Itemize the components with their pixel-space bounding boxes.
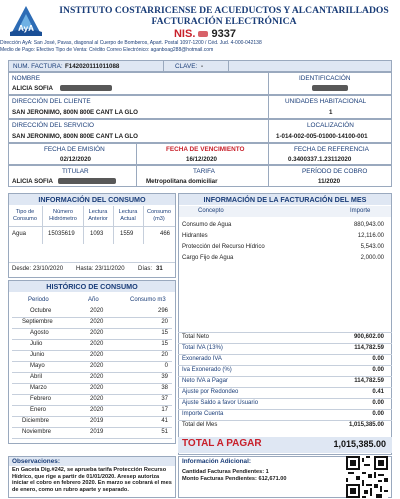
history-consumption: 38 — [161, 385, 168, 391]
nis-redacted — [198, 31, 208, 37]
totals-row — [180, 355, 388, 365]
billing-col-concept: Concepto — [198, 208, 224, 214]
concept-row — [180, 232, 388, 242]
service-address-label: DIRECCIÓN DEL SERVICIO — [12, 122, 95, 129]
history-period: Octubre — [30, 308, 52, 314]
client-address-label: DIRECCIÓN DEL CLIENTE — [12, 98, 91, 105]
history-year: 2020 — [90, 396, 104, 402]
billing-period-label: PERÍODO DE COBRO — [302, 168, 368, 175]
service-address-value: SAN JERONIMO, 800N 800E CANT LA GLO — [12, 133, 138, 140]
totals-amount: 0.00 — [372, 367, 384, 373]
to-label: Hasta: — [76, 266, 94, 272]
concept-row — [180, 243, 388, 253]
history-year: 2020 — [90, 319, 104, 325]
history-period: Diciembre — [22, 418, 50, 424]
pending-invoices-amount: Monto Facturas Pendientes: 612,671.00 — [182, 476, 287, 482]
concept-row — [180, 254, 388, 264]
concept-amount: 880,943.00 — [353, 222, 384, 228]
holder-label: TITULAR — [62, 168, 89, 175]
history-row — [12, 373, 170, 383]
reference-date-label: FECHA DE REFERENCIA — [294, 146, 369, 153]
consumption-title: INFORMACIÓN DEL CONSUMO — [9, 194, 175, 205]
totals-amount: 114,782.59 — [354, 345, 384, 351]
client-address-value: SAN JERONIMO, 800N 800E CANT LA GLO — [12, 109, 138, 116]
history-consumption: 20 — [161, 319, 168, 325]
invoice-number-label: NUM. FACTURA: — [13, 63, 63, 70]
history-row — [12, 318, 170, 328]
to-value: 23/11/2020 — [95, 266, 125, 272]
days-label: Días: — [138, 266, 153, 272]
totals-row — [180, 410, 388, 420]
nis-value: 9337 — [211, 28, 236, 40]
totals-amount: 0.00 — [372, 411, 384, 417]
observations-text: En Gaceta Dig.#242, se aprueba tarifa Protección Recurso Hídrico, que rige a partir de 01/01/2020. Aresep autoriza iniciar el cobro en febrero 2020. En marzo se cobrará el mes de enero, como un rubro aparte y separado. — [12, 467, 172, 493]
concept-name: Cargo Fijo de Agua — [182, 255, 234, 261]
totals-label: Total IVA (13%) — [182, 345, 223, 351]
history-consumption: 15 — [161, 330, 168, 336]
meter-number-value: 15035619 — [48, 231, 75, 237]
history-col-period: Periodo — [28, 297, 49, 303]
current-reading-value: 1559 — [120, 231, 134, 237]
concept-name: Protección del Recurso Hídrico — [182, 244, 265, 250]
history-consumption: 296 — [157, 308, 168, 314]
previous-reading-value: 1093 — [90, 231, 104, 237]
totals-row — [180, 388, 388, 398]
totals-row — [180, 421, 388, 431]
total-to-pay-row — [178, 437, 392, 453]
history-period: Noviembre — [22, 429, 52, 435]
history-period: Junio — [30, 352, 45, 358]
billing-period-value: 11/2020 — [318, 178, 341, 185]
totals-amount: 0.41 — [372, 389, 384, 395]
totals-label: Neto IVA a Pagar — [182, 378, 228, 384]
days-value: 31 — [156, 266, 163, 272]
due-date-label: FECHA DE VENCIMIENTO — [166, 146, 245, 153]
aya-address: Dirección AyA: San José, Pavas, diagonal al Cuerpo de Bomberos, Apart. Postal 1097-1200 / Céd. Jud. 4-000-042138 — [0, 40, 262, 46]
issue-date-label: FECHA DE EMISIÓN — [44, 146, 105, 153]
totals-row — [180, 399, 388, 409]
history-period: Julio — [30, 341, 43, 347]
history-year: 2019 — [90, 418, 104, 424]
due-date-value: 16/12/2020 — [186, 156, 217, 163]
totals-amount: 0.00 — [372, 400, 384, 406]
history-year: 2020 — [90, 308, 104, 314]
location-label: LOCALIZACIÓN — [307, 122, 354, 129]
history-col-year: Año — [88, 297, 99, 303]
nis-label: NIS. — [173, 28, 196, 40]
totals-amount: 1,015,385.00 — [348, 422, 384, 428]
history-year: 2020 — [90, 341, 104, 347]
name-label: NOMBRE — [12, 75, 41, 82]
concept-row — [180, 221, 388, 231]
aya-logo — [6, 4, 46, 40]
history-consumption: 17 — [161, 407, 168, 413]
additional-info-title: Información Adicional: — [182, 458, 251, 465]
totals-row — [180, 366, 388, 376]
totals-label: Iva Exonerado (%) — [182, 367, 232, 373]
units-label: UNIDADES HABITACIONAL — [285, 98, 367, 105]
history-title: HISTÓRICO DE CONSUMO — [9, 281, 175, 292]
billing-title: INFORMACIÓN DE LA FACTURACIÓN DEL MES — [179, 194, 391, 205]
nis-number — [140, 28, 270, 40]
totals-label: Exonerado IVA — [182, 356, 222, 362]
key-value: - — [201, 63, 204, 70]
col-meter-number: Número Hidrómetro — [49, 209, 77, 222]
history-period: Marzo — [30, 385, 47, 391]
totals-label: Importe Cuenta — [182, 411, 224, 417]
units-value: 1 — [329, 109, 333, 116]
history-year: 2020 — [90, 407, 104, 413]
history-consumption: 0 — [164, 363, 168, 369]
history-row — [12, 351, 170, 361]
history-year: 2020 — [90, 363, 104, 369]
history-consumption: 39 — [161, 374, 168, 380]
history-row-divider — [12, 438, 172, 439]
history-row — [12, 340, 170, 350]
history-consumption: 51 — [161, 429, 168, 435]
id-redacted — [312, 85, 348, 91]
id-label: IDENTIFICACIÓN — [299, 75, 351, 82]
history-year: 2020 — [90, 330, 104, 336]
history-row — [12, 384, 170, 394]
history-consumption: 37 — [161, 396, 168, 402]
from-label: Desde: — [12, 266, 32, 272]
institution-name: INSTITUTO COSTARRICENSE DE ACUEDUCTOS Y ALCANTARILLADOS — [59, 5, 389, 16]
pending-invoices-count: Cantidad Facturas Pendientes: 1 — [182, 469, 269, 475]
history-consumption: 41 — [161, 418, 168, 424]
invoice-number-row — [8, 60, 392, 72]
history-period: Abril — [30, 374, 43, 380]
rate-value: Metropolitana domiciliar — [146, 178, 218, 185]
invoice-number-value: F142020111011088 — [65, 63, 120, 70]
col-consumption-m3: Consumo (m3) — [147, 209, 171, 222]
history-period: Enero — [30, 407, 47, 413]
totals-label: Ajuste por Redondeo — [182, 389, 239, 395]
history-row — [12, 417, 170, 427]
consumption-type-value: Agua — [12, 231, 27, 237]
observations-title: Observaciones: — [12, 458, 60, 465]
concept-amount: 2,000.00 — [360, 255, 384, 261]
history-period: Septiembre — [22, 319, 53, 325]
totals-amount: 900,602.00 — [353, 334, 384, 340]
payment-info-line: Medio de Pago: Efectivo Tipo de Venta: Crédito Correo Electrónico: aganboag288@hotmail.com — [0, 47, 214, 53]
concept-name: Consumo de Agua — [182, 222, 232, 228]
history-consumption: 15 — [161, 341, 168, 347]
concept-name: Hidrantes — [182, 233, 208, 239]
history-row — [12, 307, 170, 317]
totals-label: Total del Mes — [182, 422, 218, 428]
logo-text: AyA — [18, 24, 34, 33]
holder-value: ALICIA SOFIA — [12, 178, 54, 185]
history-row — [12, 428, 170, 438]
history-col-consumption: Consumo m3 — [130, 297, 166, 303]
history-row — [12, 362, 170, 372]
history-row — [12, 406, 170, 416]
totals-row — [180, 344, 388, 354]
totals-amount: 114,782.59 — [354, 378, 384, 384]
qr-code — [346, 456, 388, 498]
history-year: 2020 — [90, 352, 104, 358]
history-row — [12, 395, 170, 405]
history-period: Febrero — [30, 396, 52, 402]
holder-redacted — [58, 178, 116, 184]
key-label: CLAVE: — [175, 63, 198, 70]
issue-date-value: 02/12/2020 — [60, 156, 91, 163]
totals-amount: 0.00 — [372, 356, 384, 362]
total-to-pay-value: 1,015,385.00 — [333, 439, 386, 449]
concept-amount: 5,543.00 — [360, 244, 384, 250]
institution-title — [50, 5, 398, 27]
consumption-m3-value: 466 — [160, 231, 171, 237]
total-to-pay-label: TOTAL A PAGAR — [182, 438, 262, 449]
col-previous-reading: Lectura Anterior — [88, 209, 108, 222]
history-period: Mayo — [30, 363, 45, 369]
history-period: Agosto — [30, 330, 49, 336]
col-current-reading: Lectura Actual — [118, 209, 138, 222]
name-value: ALICIA SOFIA — [12, 85, 54, 92]
billing-col-amount: Importe — [350, 208, 371, 214]
history-consumption: 20 — [161, 352, 168, 358]
history-year: 2020 — [90, 385, 104, 391]
history-year: 2019 — [90, 429, 104, 435]
name-redacted — [60, 85, 112, 91]
rate-label: TARIFA — [193, 168, 215, 175]
history-row — [12, 329, 170, 339]
totals-label: Total Neto — [182, 334, 210, 340]
totals-row — [180, 333, 388, 343]
document-type: FACTURACIÓN ELECTRÓNICA — [151, 16, 297, 27]
location-value: 1-014-002-005-01000-14100-001 — [276, 133, 368, 140]
totals-row — [180, 377, 388, 387]
reference-date-value: 0.3400337.1.23112020 — [288, 156, 352, 163]
col-consumption-type: Tipo de Consumo — [13, 209, 37, 222]
from-value: 23/10/2020 — [33, 266, 64, 272]
totals-label: Ajuste Saldo a favor Usuario — [182, 400, 259, 406]
history-year: 2020 — [90, 374, 104, 380]
concept-amount: 12,116.00 — [357, 233, 384, 239]
